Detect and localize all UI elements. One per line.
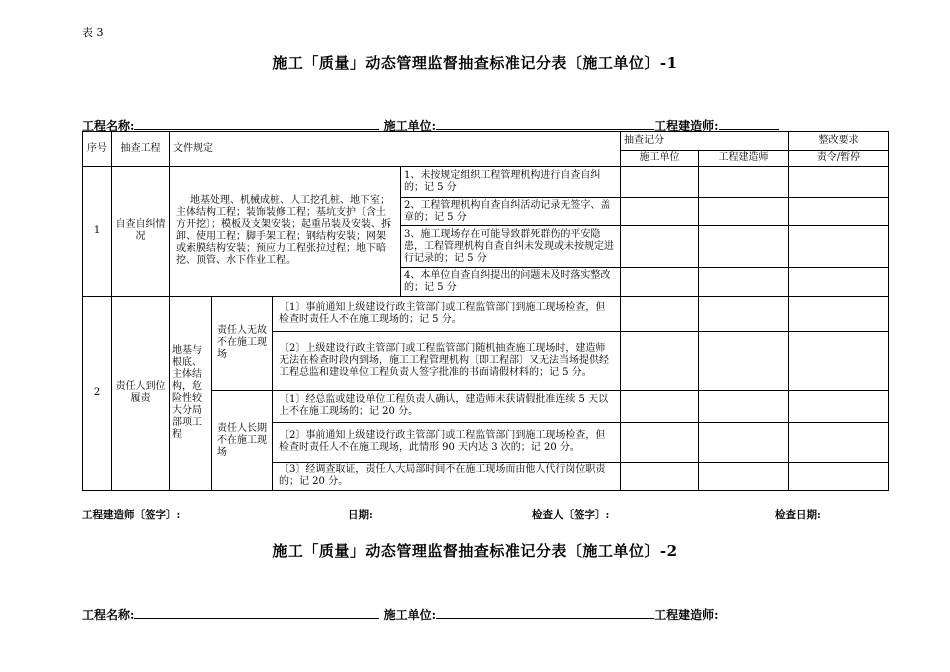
- row2-criterion-1-2: 〔2〕上级建设行政主管部门或工程监管部门随机抽查施工现场时，建造师无法在检查时段内到场，施工工程管理机构〔即工程部〕又无法当场提供经工程总监和建设单位工程负责人签字批准的书面请假材料的；记 5 分。: [273, 332, 621, 391]
- engineer-label: 工程建造师:: [654, 608, 719, 622]
- score-cell[interactable]: [699, 198, 789, 226]
- construction-unit-field[interactable]: [436, 117, 654, 130]
- project-name-label: 工程名称:: [82, 608, 135, 622]
- page-title-2: 施工「质量」动态管理监督抽查标准记分表〔施工单位〕-2: [272, 542, 678, 560]
- project-name-field[interactable]: [134, 606, 379, 619]
- row1-criterion-1: 1、未按规定组织工程管理机构进行自查自纠的；记 5 分: [401, 166, 621, 197]
- fix-cell[interactable]: [789, 422, 889, 462]
- score-cell[interactable]: [699, 422, 789, 462]
- score-cell[interactable]: [699, 391, 789, 422]
- info-line-2: [82, 606, 719, 623]
- engineer-field[interactable]: [719, 117, 779, 130]
- score-cell[interactable]: [621, 268, 699, 296]
- row2-criterion-2-3: 〔3〕经调查取证，责任人大局部时间不在施工现场而由他人代行岗位职责的；记 20 分。: [273, 462, 621, 490]
- header-score-unit: 施工单位: [621, 150, 699, 166]
- score-cell[interactable]: [621, 226, 699, 268]
- row2-seq: 2: [83, 296, 112, 490]
- row2-sub1: 责任人无故不在施工现场: [212, 296, 273, 390]
- check-date-label: 检查日期:: [775, 509, 821, 521]
- score-cell[interactable]: [621, 166, 699, 197]
- score-cell[interactable]: [621, 462, 699, 490]
- date-label: 日期:: [348, 509, 373, 521]
- row2-sub2: 责任人长期不在施工现场: [212, 391, 273, 491]
- row1-rule: 地基处理、机械成桩、人工挖孔桩、地下室；主体结构工程；装饰装修工程；基坑支护〔含土方开挖〕；模板及支架安装；起重吊装及安装、拆卸、使用工程；脚手架工程；钢结构安装；网架或索膜结构安装；预应力工程张拉过程；地下暗挖、顶管、水下作业工程。: [170, 166, 401, 296]
- row1-criterion-2: 2、工程管理机构自查自纠活动记录无签字、盖章的；记 5 分: [401, 198, 621, 226]
- fix-cell[interactable]: [789, 296, 889, 332]
- score-cell[interactable]: [621, 198, 699, 226]
- header-item: 抽查工程: [112, 132, 170, 167]
- row2-item: 责任人到位履责: [112, 296, 170, 490]
- header-rule: 文件规定: [170, 132, 621, 167]
- score-table: [82, 131, 889, 491]
- header-fix: 整改要求: [789, 132, 889, 151]
- row1-criterion-3: 3、施工现场存在可能导致群死群伤的平安隐患，工程管理机构自查自纠未发现或未按规定进行记录的；记 5 分: [401, 226, 621, 268]
- header-score-engineer: 工程建造师: [699, 150, 789, 166]
- table-number: 表 3: [82, 26, 104, 39]
- row2-criterion-2-1: 〔1〕经总监或建设单位工程负责人确认，建造师未获请假批准连续 5 天以上不在施工现场的；记 20 分。: [273, 391, 621, 422]
- score-cell[interactable]: [699, 332, 789, 391]
- row1-item: 自查自纠情况: [112, 166, 170, 296]
- score-cell[interactable]: [699, 166, 789, 197]
- score-cell[interactable]: [699, 268, 789, 296]
- row2-scope: 地基与根底、主体结构，危险性较大分局部项工程: [170, 296, 212, 490]
- project-name-field[interactable]: [134, 117, 379, 130]
- row2-criterion-2-2: 〔2〕事前通知上级建设行政主管部门或工程监管部门到施工现场检查，但检查时责任人不在施工现场，此情形 90 天内达 3 次的；记 20 分。: [273, 422, 621, 462]
- construction-unit-label: 施工单位:: [383, 119, 437, 133]
- header-seq: 序号: [83, 132, 112, 167]
- header-order: 责令/暂停: [789, 150, 889, 166]
- score-cell[interactable]: [621, 332, 699, 391]
- score-cell[interactable]: [621, 422, 699, 462]
- score-cell[interactable]: [699, 296, 789, 332]
- score-cell[interactable]: [621, 296, 699, 332]
- engineer-label: 工程建造师:: [654, 119, 719, 133]
- fix-cell[interactable]: [789, 268, 889, 296]
- construction-unit-label: 施工单位:: [383, 608, 437, 622]
- page-title: 施工「质量」动态管理监督抽查标准记分表〔施工单位〕-1: [272, 54, 678, 72]
- fix-cell[interactable]: [789, 166, 889, 197]
- fix-cell[interactable]: [789, 391, 889, 422]
- row1-seq: 1: [83, 166, 112, 296]
- header-score: 抽查记分: [621, 132, 789, 151]
- construction-unit-field[interactable]: [436, 606, 654, 619]
- row1-criterion-4: 4、本单位自查自纠提出的问题未及时落实整改的；记 5 分: [401, 268, 621, 296]
- score-cell[interactable]: [621, 391, 699, 422]
- inspector-sign-label: 检查人〔签字〕:: [532, 509, 610, 521]
- score-cell[interactable]: [699, 226, 789, 268]
- fix-cell[interactable]: [789, 332, 889, 391]
- row2-criterion-1-1: 〔1〕事前通知上级建设行政主管部门或工程监管部门到施工现场检查，但检查时责任人不在施工现场的；记 5 分。: [273, 296, 621, 332]
- fix-cell[interactable]: [789, 198, 889, 226]
- fix-cell[interactable]: [789, 226, 889, 268]
- score-cell[interactable]: [699, 462, 789, 490]
- fix-cell[interactable]: [789, 462, 889, 490]
- project-name-label: 工程名称:: [82, 119, 135, 133]
- engineer-sign-label: 工程建造师〔签字〕:: [82, 509, 181, 521]
